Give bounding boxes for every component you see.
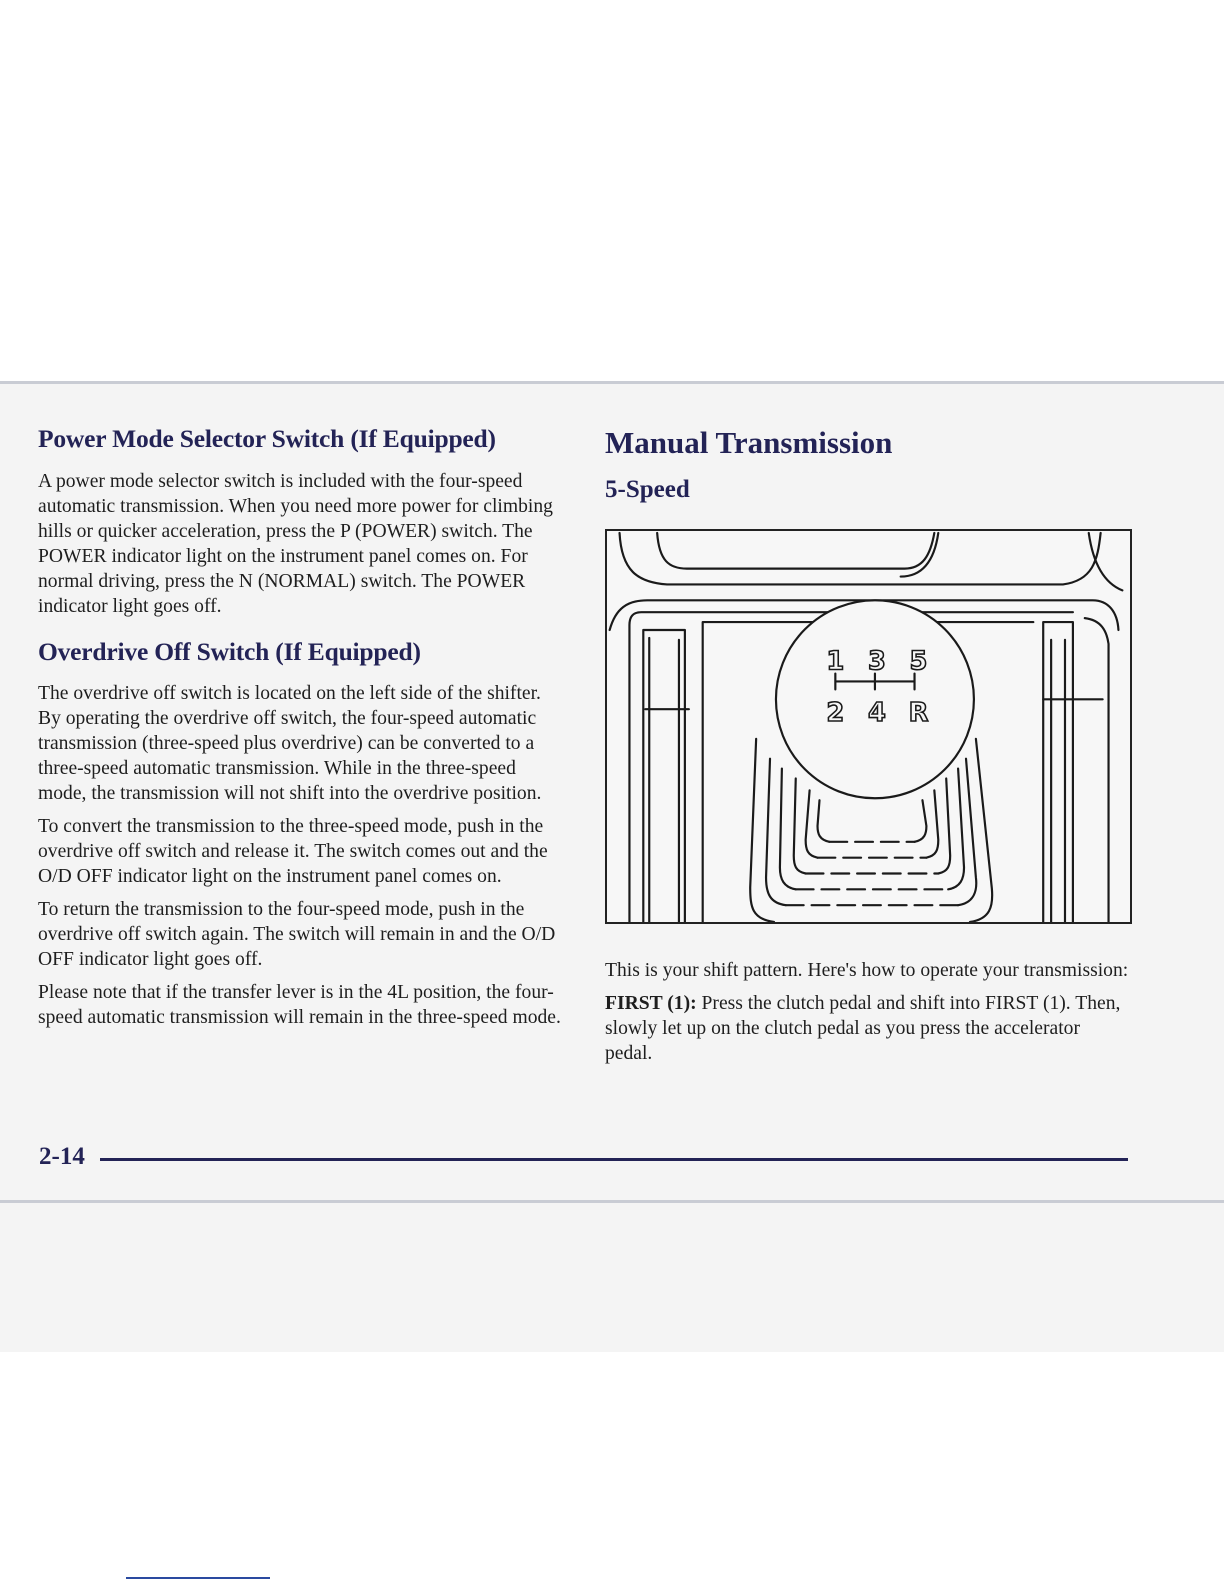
page-number: 2-14	[39, 1143, 85, 1170]
bottom-underline	[126, 1577, 270, 1579]
gear-label-2: 2	[826, 698, 845, 729]
gear-label-4: 4	[867, 698, 886, 729]
band-bottom-edge	[0, 1200, 1224, 1203]
gear-label-1: 1	[826, 646, 845, 677]
shift-pattern-figure	[605, 529, 1132, 924]
overdrive-heading: Overdrive Off Switch (If Equipped)	[38, 636, 421, 666]
first-gear-lead: FIRST (1):	[605, 993, 697, 1015]
left-column	[38, 424, 568, 1038]
band-top-edge	[0, 381, 1224, 384]
footer-rule	[100, 1158, 1128, 1161]
overdrive-paragraph-1: The overdrive off switch is located on the left side of the shifter. By operating the overdrive off switch, the four-speed automatic transmission (three-speed plus overdrive) can be converted to a three-speed automatic transmission. While in the three-speed mode, the transmission will not shift into the overdrive position.	[38, 683, 542, 805]
right-column	[605, 424, 1130, 1074]
gear-label-3: 3	[867, 646, 886, 677]
power-mode-heading: Power Mode Selector Switch (If Equipped)	[38, 424, 496, 453]
overdrive-paragraph-3: To return the transmission to the four-speed mode, push in the overdrive off switch again. The switch will remain in and the O/D OFF indicator light goes off.	[38, 899, 556, 971]
first-gear-paragraph	[605, 991, 1130, 1066]
overdrive-paragraph-4: Please note that if the transfer lever is in the 4L position, the four-speed automatic transmission will remain in the three-speed mode.	[38, 982, 561, 1029]
first-gear-text: Press the clutch pedal and shift into FIRST (1). Then, slowly let up on the clutch pedal as you press the accelerator pedal.	[605, 993, 1121, 1065]
manual-transmission-heading: Manual Transmission	[605, 425, 893, 460]
shift-pattern-intro: This is your shift pattern. Here's how to operate your transmission:	[605, 960, 1129, 982]
five-speed-subheading: 5-Speed	[605, 476, 690, 504]
overdrive-paragraph-2: To convert the transmission to the three-speed mode, push in the overdrive off switch and release it. The switch comes out and the O/D OFF indicator light on the instrument panel comes on.	[38, 816, 548, 888]
power-mode-paragraph: A power mode selector switch is included with the four-speed automatic transmission. When you need more power for climbing hills or quicker acceleration, press the P (POWER) switch. The POWER indicator light on the instrument panel comes on. For normal driving, press the N (NORMAL) switch. The POWER indicator light goes off.	[38, 470, 553, 617]
gear-label-5: 5	[909, 646, 928, 677]
gear-label-r: R	[908, 698, 929, 729]
